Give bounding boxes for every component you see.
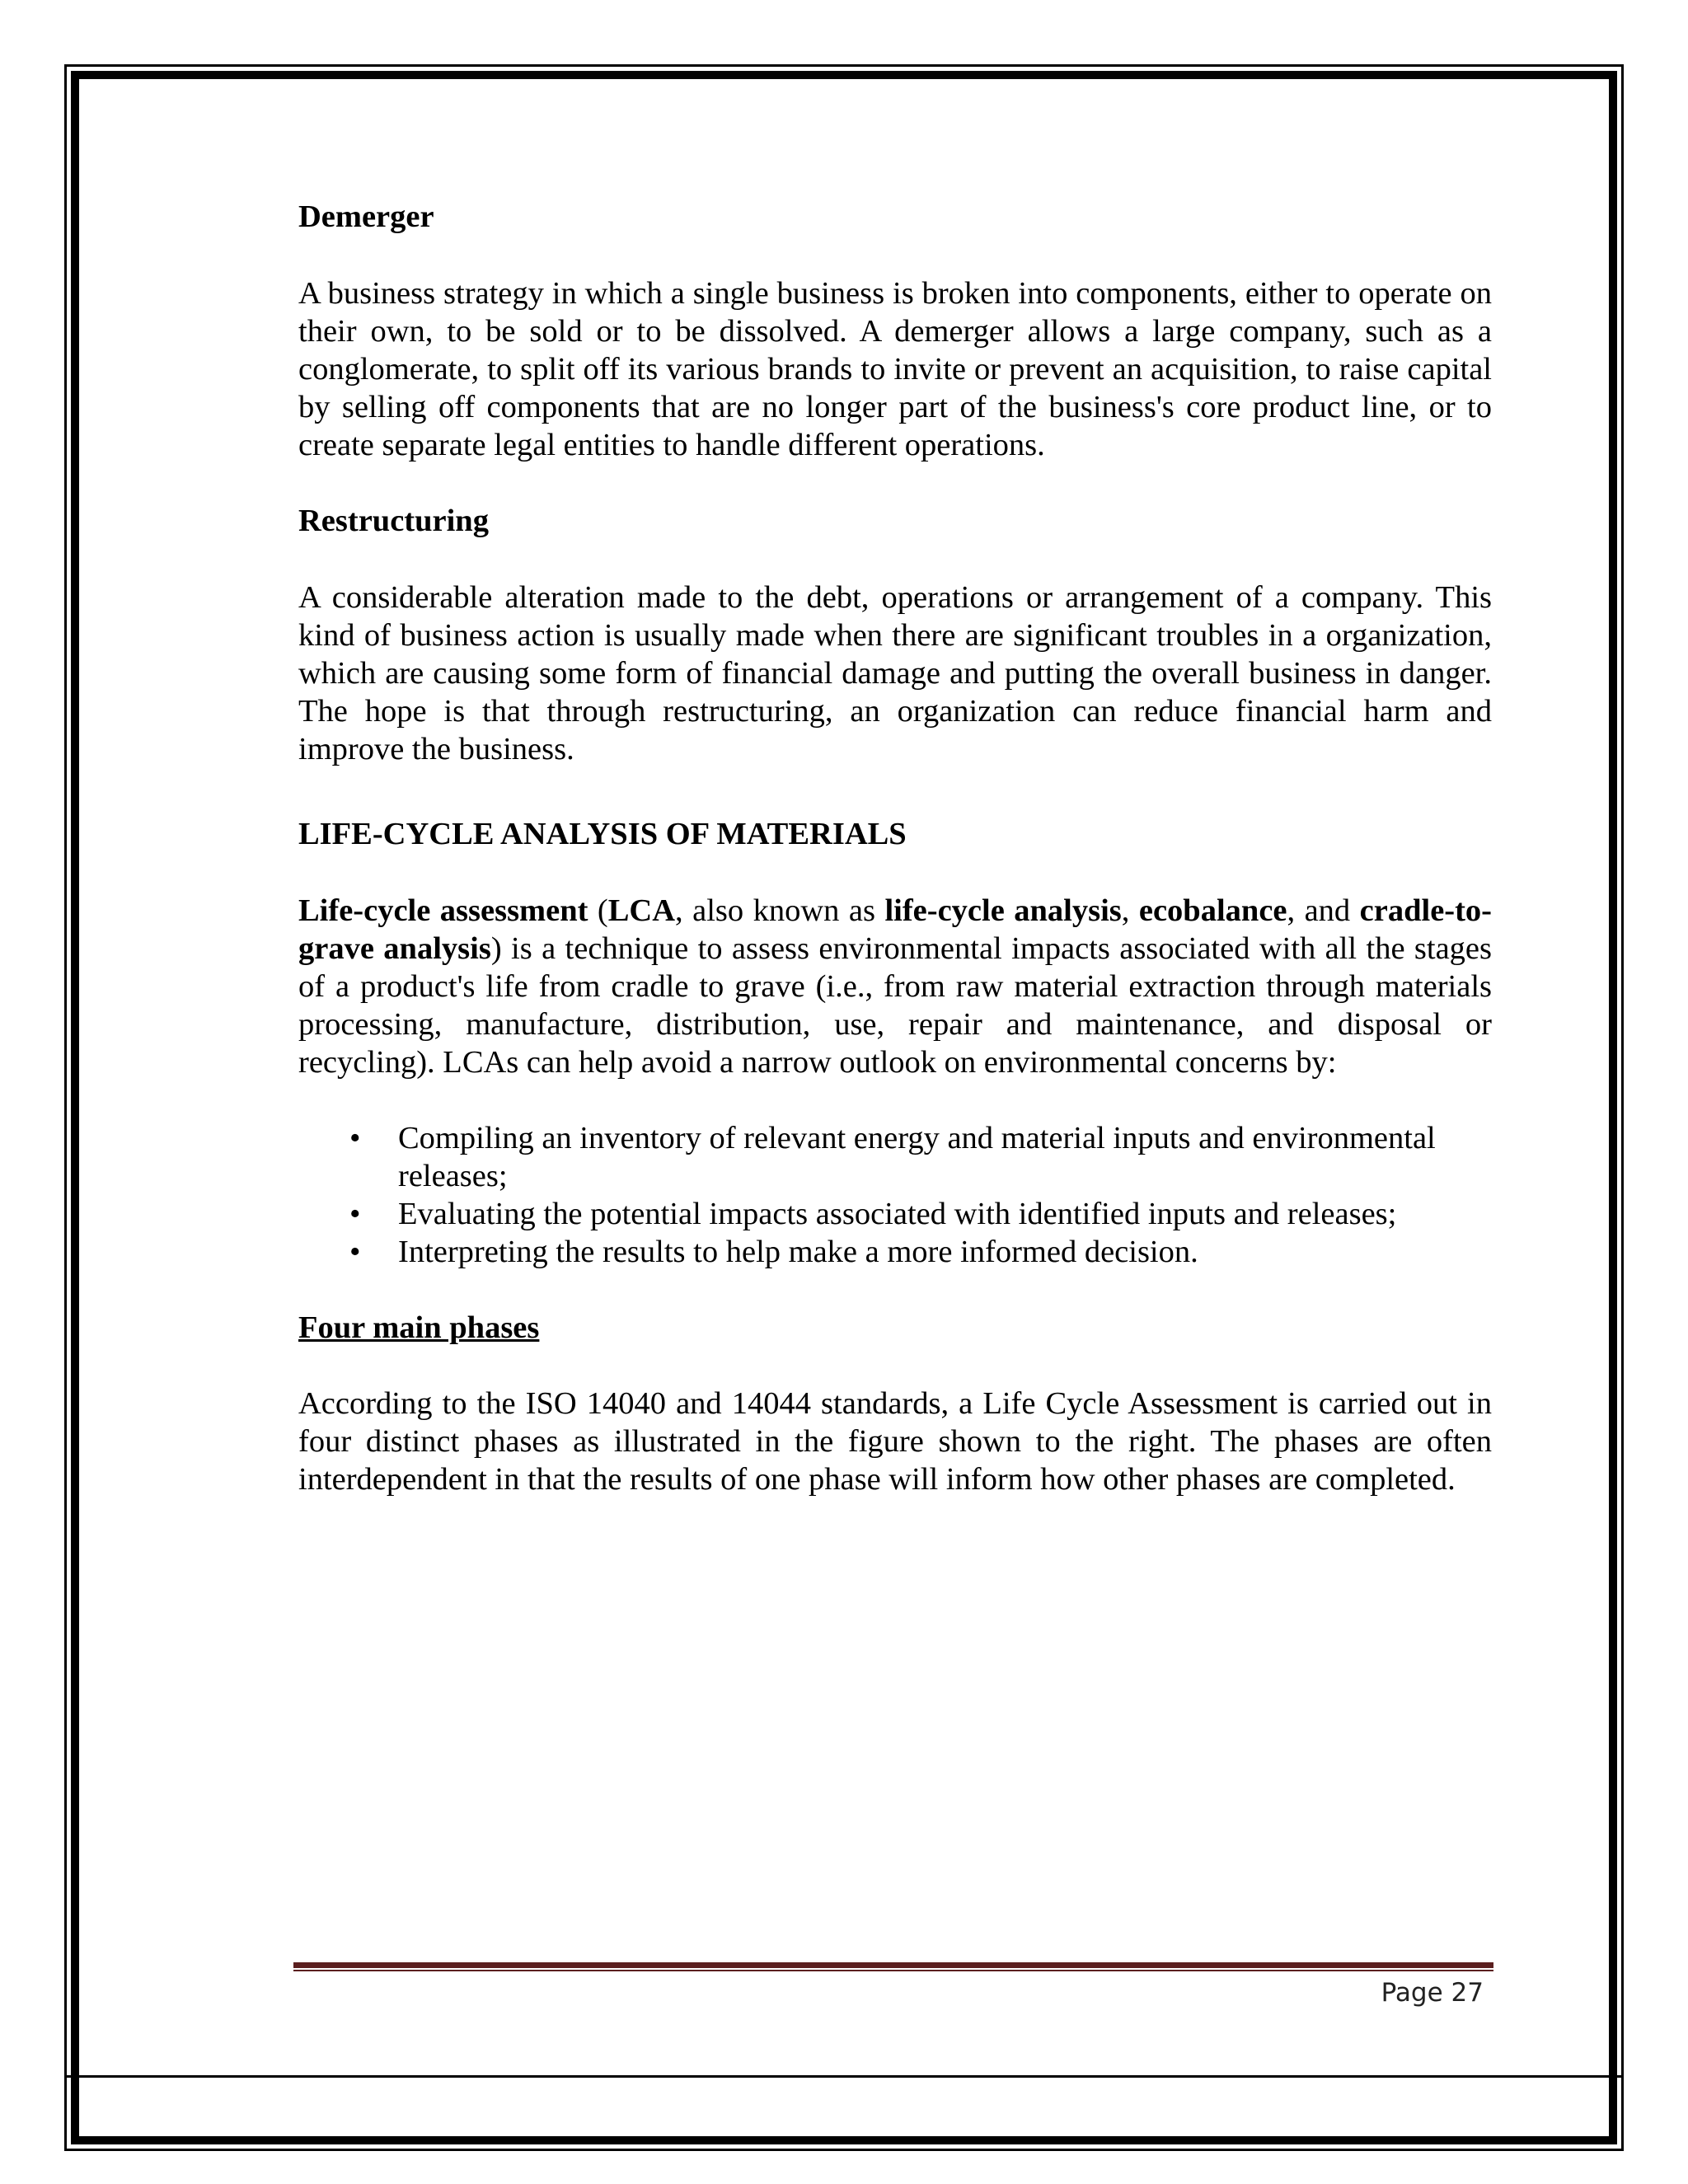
term-life-cycle-analysis: life-cycle analysis xyxy=(884,893,1122,928)
heading-lca: LIFE-CYCLE ANALYSIS OF MATERIALS xyxy=(298,817,907,851)
bullet-icon: • xyxy=(349,1197,361,1231)
list-item: • Interpreting the results to help make a more informed decision. xyxy=(349,1235,1198,1269)
paragraph-lca-intro: Life-cycle assessment (LCA, also known as life-cycle analysis, ecobalance, and cradle-to-grave analysis) is a technique to assess environmental impacts associated with all the stages of a product's life from cradle to grave (i.e., from raw material extraction through materials processing, manufacture, distribution, use, repair and maintenance, and disposal or recycling). LCAs can help avoid a narrow outlook on environmental concerns by: xyxy=(298,893,1492,1080)
term-cradle-to-grave: cradle-to-grave analysis xyxy=(298,893,1492,966)
page-content xyxy=(298,198,1492,1498)
bullet-icon: • xyxy=(349,1235,361,1269)
page-number-value: 27 xyxy=(1451,1978,1484,2008)
paragraph-restructuring: A considerable alteration made to the debt, operations or arrangement of a company. This kind of business action is usually made when there are significant troubles in a organization, which are causing some form of financial damage and putting the overall business in danger. The hope is that through restructuring, an organization can reduce financial harm and improve the business. xyxy=(298,580,1492,766)
page-number-label: Page xyxy=(1381,1978,1443,2008)
lca-bullet-list xyxy=(298,1119,1492,1271)
page-border-bottom-rule xyxy=(64,2075,1624,2078)
paragraph-demerger: A business strategy in which a single business is broken into components, either to operate on their own, to be sold or to be dissolved. A demerger allows a large company, such as a conglomerate, to split off its various brands to invite or prevent an acquisition, to raise capital by selling off components that are no longer part of the business's core product line, or to create separate legal entities to handle different operations. xyxy=(298,276,1492,462)
list-item: • Compiling an inventory of relevant energy and material inputs and environmental releases; xyxy=(349,1121,1436,1193)
subheading-four-main-phases: Four main phases xyxy=(298,1310,540,1345)
heading-demerger: Demerger xyxy=(298,199,434,234)
bullet-icon: • xyxy=(349,1121,361,1155)
heading-restructuring: Restructuring xyxy=(298,504,489,538)
term-life-cycle-assessment: Life-cycle assessment xyxy=(298,893,588,928)
term-lca: LCA xyxy=(607,893,676,928)
page-number xyxy=(1381,1975,1484,2011)
footer-rule-thin xyxy=(293,1970,1493,1971)
footer-rule xyxy=(293,1962,1493,1968)
paragraph-four-phases: According to the ISO 14040 and 14044 standards, a Life Cycle Assessment is carried out in four distinct phases as illustrated in the figure shown to the right. The phases are often interdependent in that the results of one phase will inform how other phases are completed. xyxy=(298,1386,1492,1497)
term-ecobalance: ecobalance xyxy=(1138,893,1287,928)
list-item: • Evaluating the potential impacts associated with identified inputs and releases; xyxy=(349,1197,1397,1231)
